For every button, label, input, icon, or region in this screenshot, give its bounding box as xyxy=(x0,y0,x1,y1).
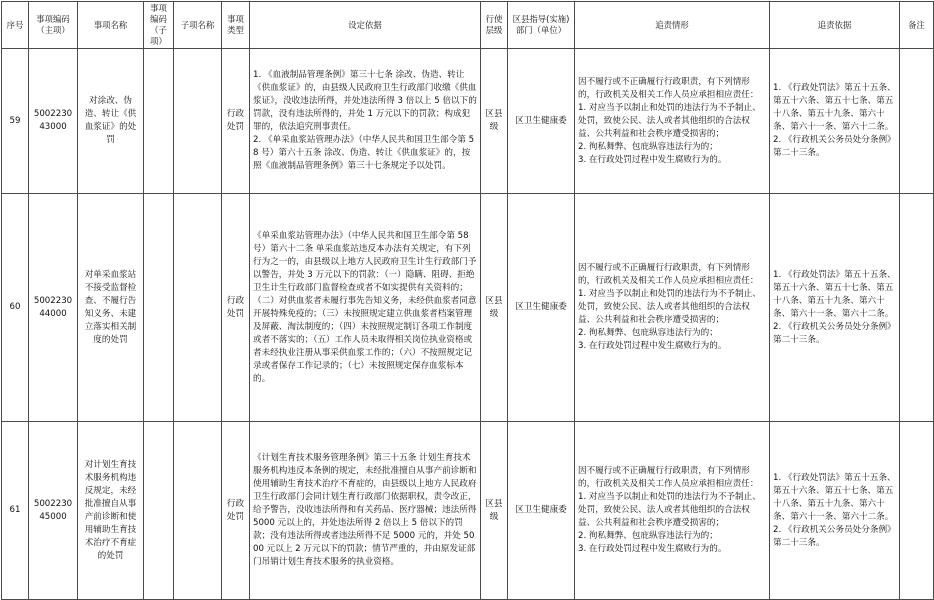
pursue-intro: 因不履行或不正确履行行政职责，有下列情形的，行政机关及相关工作人员应承担相应责任： xyxy=(578,466,759,489)
cell-code: 500223043000 xyxy=(29,49,78,194)
cell-dept: 区卫生健康委 xyxy=(508,194,575,422)
cell-basis xyxy=(250,422,481,600)
cell-code-sub xyxy=(144,422,174,600)
cell-pursue-basis xyxy=(770,49,900,194)
pursue-item: 3. 在行政处罚过程中发生腐败行为的。 xyxy=(578,154,727,165)
cell-name: 对单采血浆站不接受监督检查、不履行告知义务、未建立落实相关制度的处罚 xyxy=(78,194,144,422)
header-code-main: 事项编码（主项） xyxy=(29,2,78,49)
cell-level: 区县级 xyxy=(481,194,508,422)
pursue-basis-item: 1. 《行政处罚法》第五十五条、第五十六条、第五十七条、第五十八条、第五十九条、第六十条、第六十一条、第六十二条。 xyxy=(773,269,896,319)
cell-seq: 60 xyxy=(2,194,29,422)
cell-basis xyxy=(250,194,481,422)
pursue-item: 3. 在行政处罚过程中发生腐败行为的。 xyxy=(578,544,727,554)
cell-level: 区县级 xyxy=(481,422,508,600)
table-row xyxy=(2,194,934,422)
header-dept: 区县指导(实施)部门（单位） xyxy=(508,2,575,49)
basis-paragraph: 《计划生育技术服务管理条例》第三十五条 计划生育技术服务机构违反本条例的规定，未经批准擅自从事产前诊断和使用辅助生育技术治疗不育症的，由县级以上地方人民政府卫生行政部门会同计划生育行政部门依据职权，责令改正，给予警告，没收违法所得和有关药品、医疗器械；违法所得 5000 元以上的，并处违法所得 2 倍以上 5 倍以下的罚款；没有违法所得或者违法所得不足 5000 元的，并处 5000 元以上 2 万元以下的罚款；情节严重的，并由原发证部门吊销计划生育技术服务的执业资格。 xyxy=(253,453,477,567)
cell-pursue xyxy=(575,422,770,600)
cell-pursue-basis xyxy=(770,422,900,600)
cell-sub-name xyxy=(174,49,222,194)
cell-note xyxy=(900,49,934,194)
pursue-basis-item: 1. 《行政处罚法》第五十五条、第五十六条、第五十七条、第五十八条、第五十九条、第六十条、第六十一条、第六十二条。 xyxy=(773,83,896,132)
pursue-item: 2. 徇私舞弊、包庇纵容违法行为的； xyxy=(578,328,718,338)
header-type: 事项类型 xyxy=(222,2,250,49)
header-sub-name: 子项名称 xyxy=(174,2,222,49)
cell-dept: 区卫生健康委 xyxy=(508,49,575,194)
cell-seq: 61 xyxy=(2,422,29,600)
cell-dept: 区卫生健康委 xyxy=(508,422,575,600)
pursue-item: 1. 对应当予以制止和处罚的违法行为不予制止、处罚，致使公民、法人或者其他组织的合法权益、公共利益和社会秩序遭受损害的； xyxy=(578,102,761,139)
header-basis: 设定依据 xyxy=(250,2,481,49)
basis-paragraph: 《单采血浆站管理办法》（中华人民共和国卫生部令第 58 号）第六十二条 单采血浆站违反本办法有关规定，有下列行为之一的，由县级以上地方人民政府卫生计生行政部门予以警告，并处 3 万元以下的罚款：（一）隐瞒、阻碍、拒绝卫生计生行政部门监督检查或者不如实提供有关资料的；（二）对供血浆者未履行事先告知义务，未经供血浆者同意开展特殊免疫的；（三）未按照规定建立供血浆者档案管理及屏蔽、淘汰制度的；（四）未按照规定制订各项工作制度或者不落实的；（五）工作人员未取得相关岗位执业资格或者未经执业注册从事采供血浆工作的；（六）不按照规定记录或者保存工作记录的；（七）未按照规定保存血浆标本的。 xyxy=(253,230,477,384)
pursue-item: 3. 在行政处罚过程中发生腐败行为的。 xyxy=(578,341,727,351)
cell-sub-name xyxy=(174,194,222,422)
cell-pursue xyxy=(575,194,770,422)
cell-type: 行政处罚 xyxy=(222,422,250,600)
cell-code: 500223045000 xyxy=(29,422,78,600)
cell-pursue-basis xyxy=(770,194,900,422)
header-level: 行使层级 xyxy=(481,2,508,49)
header-seq: 序号 xyxy=(2,2,29,49)
cell-note xyxy=(900,422,934,600)
pursue-intro: 因不履行或不正确履行行政职责，有下列情形的，行政机关及相关工作人员应承担相应责任： xyxy=(578,76,759,100)
cell-name: 对涂改、伪造、转让《供血浆证》的处罚 xyxy=(78,49,144,194)
pursue-item: 1. 对应当予以制止和处罚的违法行为不予制止、处罚，致使公民、法人或者其他组织的合法权益、公共利益和社会秩序遭受损害的； xyxy=(578,289,761,325)
cell-name: 对计划生育技术服务机构违反规定，未经批准擅自从事产前诊断和使用辅助生育技术治疗不育症的处罚 xyxy=(78,422,144,600)
cell-type: 行政处罚 xyxy=(222,49,250,194)
pursue-item: 2. 徇私舞弊、包庇纵容违法行为的； xyxy=(578,141,718,152)
responsibility-table xyxy=(1,1,934,600)
pursue-intro: 因不履行或不正确履行行政职责，有下列情形的，行政机关及相关工作人员应承担相应责任： xyxy=(578,263,759,286)
cell-type: 行政处罚 xyxy=(222,194,250,422)
basis-paragraph: 2. 《单采血浆站管理办法》（中华人民共和国卫生部令第 58 号）第六十五条 涂改、伪造、转让《供血浆证》的，按照《血液制品管理条例》第三十七条规定予以处罚。 xyxy=(253,135,475,171)
header-note: 备注 xyxy=(900,2,934,49)
cell-basis xyxy=(250,49,481,194)
header-name: 事项名称 xyxy=(78,2,144,49)
header-code-sub: 事项编码（子项） xyxy=(144,2,174,49)
pursue-basis-item: 2. 《行政机关公务员处分条例》第二十三条。 xyxy=(773,524,896,548)
basis-paragraph: 1. 《血液制品管理条例》第三十七条 涂改、伪造、转让《供血浆证》的，由县级人民政府卫生行政部门收缴《供血浆证》，没收违法所得，并处违法所得 3 倍以上 5 倍以下的罚款，没有违法所得的，并处 1 万元以下的罚款；构成犯罪的，依法追究刑事责任。 xyxy=(253,70,477,132)
table-row xyxy=(2,422,934,600)
cell-code-sub xyxy=(144,49,174,194)
cell-seq: 59 xyxy=(2,49,29,194)
pursue-item: 2. 徇私舞弊、包庇纵容违法行为的； xyxy=(578,531,718,541)
header-row xyxy=(2,2,934,49)
table-row xyxy=(2,49,934,194)
cell-note xyxy=(900,194,934,422)
cell-sub-name xyxy=(174,422,222,600)
cell-code: 500223044000 xyxy=(29,194,78,422)
pursue-basis-item: 1. 《行政处罚法》第五十五条、第五十六条、第五十七条、第五十八条、第五十九条、第六十条、第六十一条、第六十二条。 xyxy=(773,472,896,522)
cell-pursue xyxy=(575,49,770,194)
pursue-basis-item: 2. 《行政机关公务员处分条例》第二十三条。 xyxy=(773,135,896,158)
cell-code-sub xyxy=(144,194,174,422)
pursue-basis-item: 2. 《行政机关公务员处分条例》第二十三条。 xyxy=(773,321,896,345)
pursue-item: 1. 对应当予以制止和处罚的违法行为不予制止、处罚，致使公民、法人或者其他组织的合法权益、公共利益和社会秩序遭受损害的； xyxy=(578,492,761,528)
header-pursue-basis: 追责依据 xyxy=(770,2,900,49)
header-pursue: 追责情形 xyxy=(575,2,770,49)
cell-level: 区县级 xyxy=(481,49,508,194)
